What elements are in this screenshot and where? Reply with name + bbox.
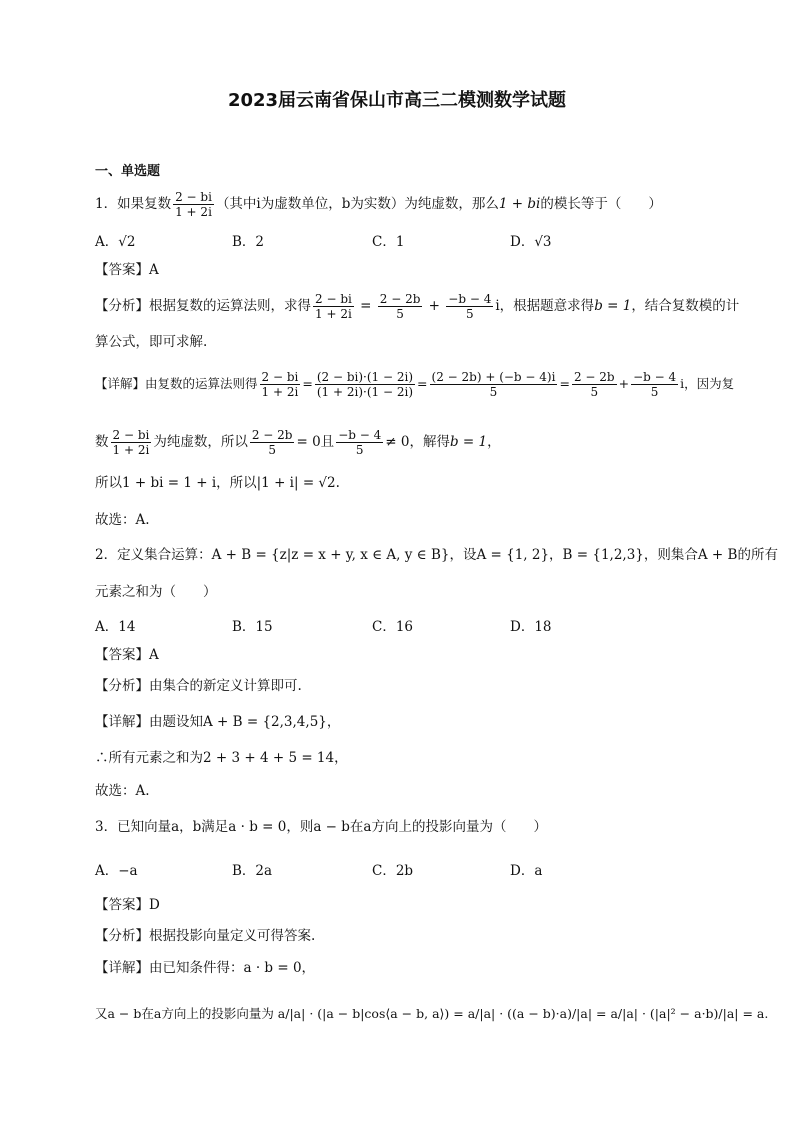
q1-tail2: 的模长等于（ ） [540,196,662,212]
q1-detail-line3: 所以1 + bi = 1 + i，所以|1 + i| = √2. [95,475,340,491]
q1-expr: 1 + bi [498,196,541,212]
q3-option-b: B．2a [232,863,273,879]
q1-d2-frac2-den: 5 [268,443,276,457]
q1-d2-mid3: ≠ 0，解得 [385,434,450,450]
q3-analysis-text: 根据投影向量定义可得答案. [149,928,316,944]
q1-detail-frac2-den: (1 + 2i)·(1 − 2i) [316,385,413,399]
q1-detail-frac5 [631,370,678,399]
q1-detail-line2 [95,428,501,457]
q1-answer-tag: 【答案】 [95,262,149,278]
q1-option-d: D．√3 [510,234,552,250]
q1-detail-frac4-den: 5 [590,385,599,399]
question-1-stem [95,190,662,219]
q1-analysis-pre: 根据复数的运算法则，求得 [149,298,311,314]
q1-analysis-b: b = 1 [594,298,632,314]
q2-answer-value: A [149,647,159,663]
q1-d2-frac2 [250,428,295,457]
q1-d2-mid1: 为纯虚数，所以 [153,434,248,450]
q1-analysis-frac1-num: 2 − bi [315,292,352,306]
q2-option-b: B．15 [232,619,273,635]
q1-option-a: A．√2 [95,234,136,250]
q1-d2-frac3 [336,428,383,457]
q1-d2-frac1 [111,428,152,457]
q1-option-b: B．2 [232,234,265,250]
q1-choose: 故选：A. [95,512,150,528]
q2-choose: 故选：A. [95,783,150,799]
q1-detail-frac2-num: (2 − bi)·(1 − 2i) [316,370,414,384]
q1-d2-b: b = 1 [449,434,488,450]
q3-detail-text: 由已知条件得：a · b = 0， [149,960,316,976]
q1-d2-frac1-num: 2 − bi [112,428,150,442]
q2-option-a: A．14 [95,619,136,635]
q1-detail-frac1-den: 1 + 2i [261,385,299,399]
q1-detail-frac1-num: 2 − bi [261,370,299,384]
q1-analysis-frac3 [446,292,493,321]
q2-analysis-tag: 【分析】 [95,678,149,694]
q1-analysis-tag: 【分析】 [95,298,149,314]
section-heading-single-choice: 一、单选题 [95,164,161,179]
q3-analysis [95,927,315,945]
q3-option-c: C．2b [372,863,414,879]
q1-analysis-frac1-den: 1 + 2i [315,307,352,321]
q1-analysis-frac2 [378,292,423,321]
q1-detail-tag: 【详解】 [95,376,146,391]
q3-answer-tag: 【答案】 [95,897,149,913]
q3-answer-value: D [149,897,160,913]
question-3-stem: 3．已知向量a，b满足a · b = 0，则a − b在a方向上的投影向量为（ ） [95,819,547,835]
q1-detail-frac3-den: 5 [489,385,498,399]
q1-tail1: （其中i为虚数单位，b为实数）为纯虚数，那么 [215,196,499,212]
q1-detail-frac5-den: 5 [650,385,659,399]
q1-analysis-frac1 [313,292,354,321]
q3-detail [95,959,315,977]
q3-answer [95,896,160,914]
q2-option-d: D．18 [510,619,552,635]
q1-d2-pre: 数 [95,434,109,450]
q2-detail [95,713,340,731]
q2-answer [95,646,159,664]
q1-d2-frac3-num: −b − 4 [338,428,382,442]
q1-analysis: 【分析】根据复数的运算法则，求得 $\frac{2 - bi}{1 + 2i}$ = $\frac{2 - 2b}{5}$ + $\frac{-b - 4}{5}$ i，根据题意求得b = 1，结合复数模的计 [95,292,740,321]
q1-analysis-frac2-den: 5 [396,307,404,321]
q1-d2-frac1-den: 1 + 2i [112,443,150,457]
question-2-stem-line2: 元素之和为（ ） [95,584,217,600]
q2-analysis [95,677,302,695]
q2-detail-tag: 【详解】 [95,714,149,730]
q1-detail: 【详解】由复数的运算法则得 $\frac{2 - bi}{1 + 2i}$ = $\frac{(2 - bi)\cdot(1 - 2i)}{(1 + 2i)\cdot(1 - 2i)}$ = $\frac{(2 - 2b) + (-b - 4)i}{5}$ = $\frac{2 - 2b}{5}$ + $\frac{-b - 4}{5}$ i，因为复 [95,370,735,399]
q1-detail-frac2 [315,370,415,399]
q1-d2-mid2: = 0且 [296,434,335,450]
q1-analysis-mid: i，根据题意求得 [495,298,595,314]
q3-detail-line2: 又a − b在a方向上的投影向量为 a/|a| · (|a − b|cos⟨a − b, a⟩) = a/|a| · ((a − b)·a)/|a| = a/|a| · (|a|² − a·b)/|a| = a. [95,1006,769,1021]
q3-detail-tag: 【详解】 [95,960,149,976]
q1-fraction-numerator: 2 − bi [175,190,212,204]
q2-detail-text: 由题设知A + B = {2,3,4,5}， [149,714,341,730]
question-2-stem: 2．定义集合运算：A + B = {z|z = x + y, x ∈ A, y ∈ B}，设A = {1, 2}，B = {1,2,3}，则集合A + B的所有 [95,547,778,563]
q3-option-a: A．−a [95,863,138,879]
q1-d2-frac2-num: 2 − 2b [251,428,293,442]
q1-d2-end: ， [487,434,501,450]
q1-analysis-frac2-num: 2 − 2b [379,292,421,306]
q1-answer [95,261,159,279]
q1-detail-pre: 由复数的运算法则得 [145,376,258,391]
q3-option-d: D．a [510,863,543,879]
q1-analysis-frac3-den: 5 [466,307,474,321]
q3-analysis-tag: 【分析】 [95,928,149,944]
q1-detail-post: i，因为复 [680,376,735,391]
q1-detail-frac3 [430,370,558,399]
q1-fraction [173,190,214,219]
q2-analysis-text: 由集合的新定义计算即可. [149,678,302,694]
q2-detail-line2: ∴所有元素之和为2 + 3 + 4 + 5 = 14， [95,750,348,766]
q1-detail-frac1 [260,370,301,399]
q1-detail-frac3-num: (2 − 2b) + (−b − 4)i [431,370,556,384]
q1-answer-value: A [149,262,159,278]
q1-detail-frac4 [572,370,617,399]
q2-answer-tag: 【答案】 [95,647,149,663]
q1-d2-frac3-den: 5 [355,443,364,457]
q1-analysis-line2: 算公式，即可求解. [95,334,208,350]
q1-lead: 1．如果复数 [95,196,172,212]
q1-detail-frac4-num: 2 − 2b [573,370,615,384]
q1-analysis-post: ，结合复数模的计 [631,298,740,314]
page-title: 2023届云南省保山市高三二模测数学试题 [227,90,567,111]
q1-analysis-frac3-num: −b − 4 [448,292,492,306]
q1-option-c: C．1 [372,234,405,250]
q1-fraction-denominator: 1 + 2i [175,205,212,219]
q1-detail-frac5-num: −b − 4 [633,370,677,384]
q2-option-c: C．16 [372,619,414,635]
